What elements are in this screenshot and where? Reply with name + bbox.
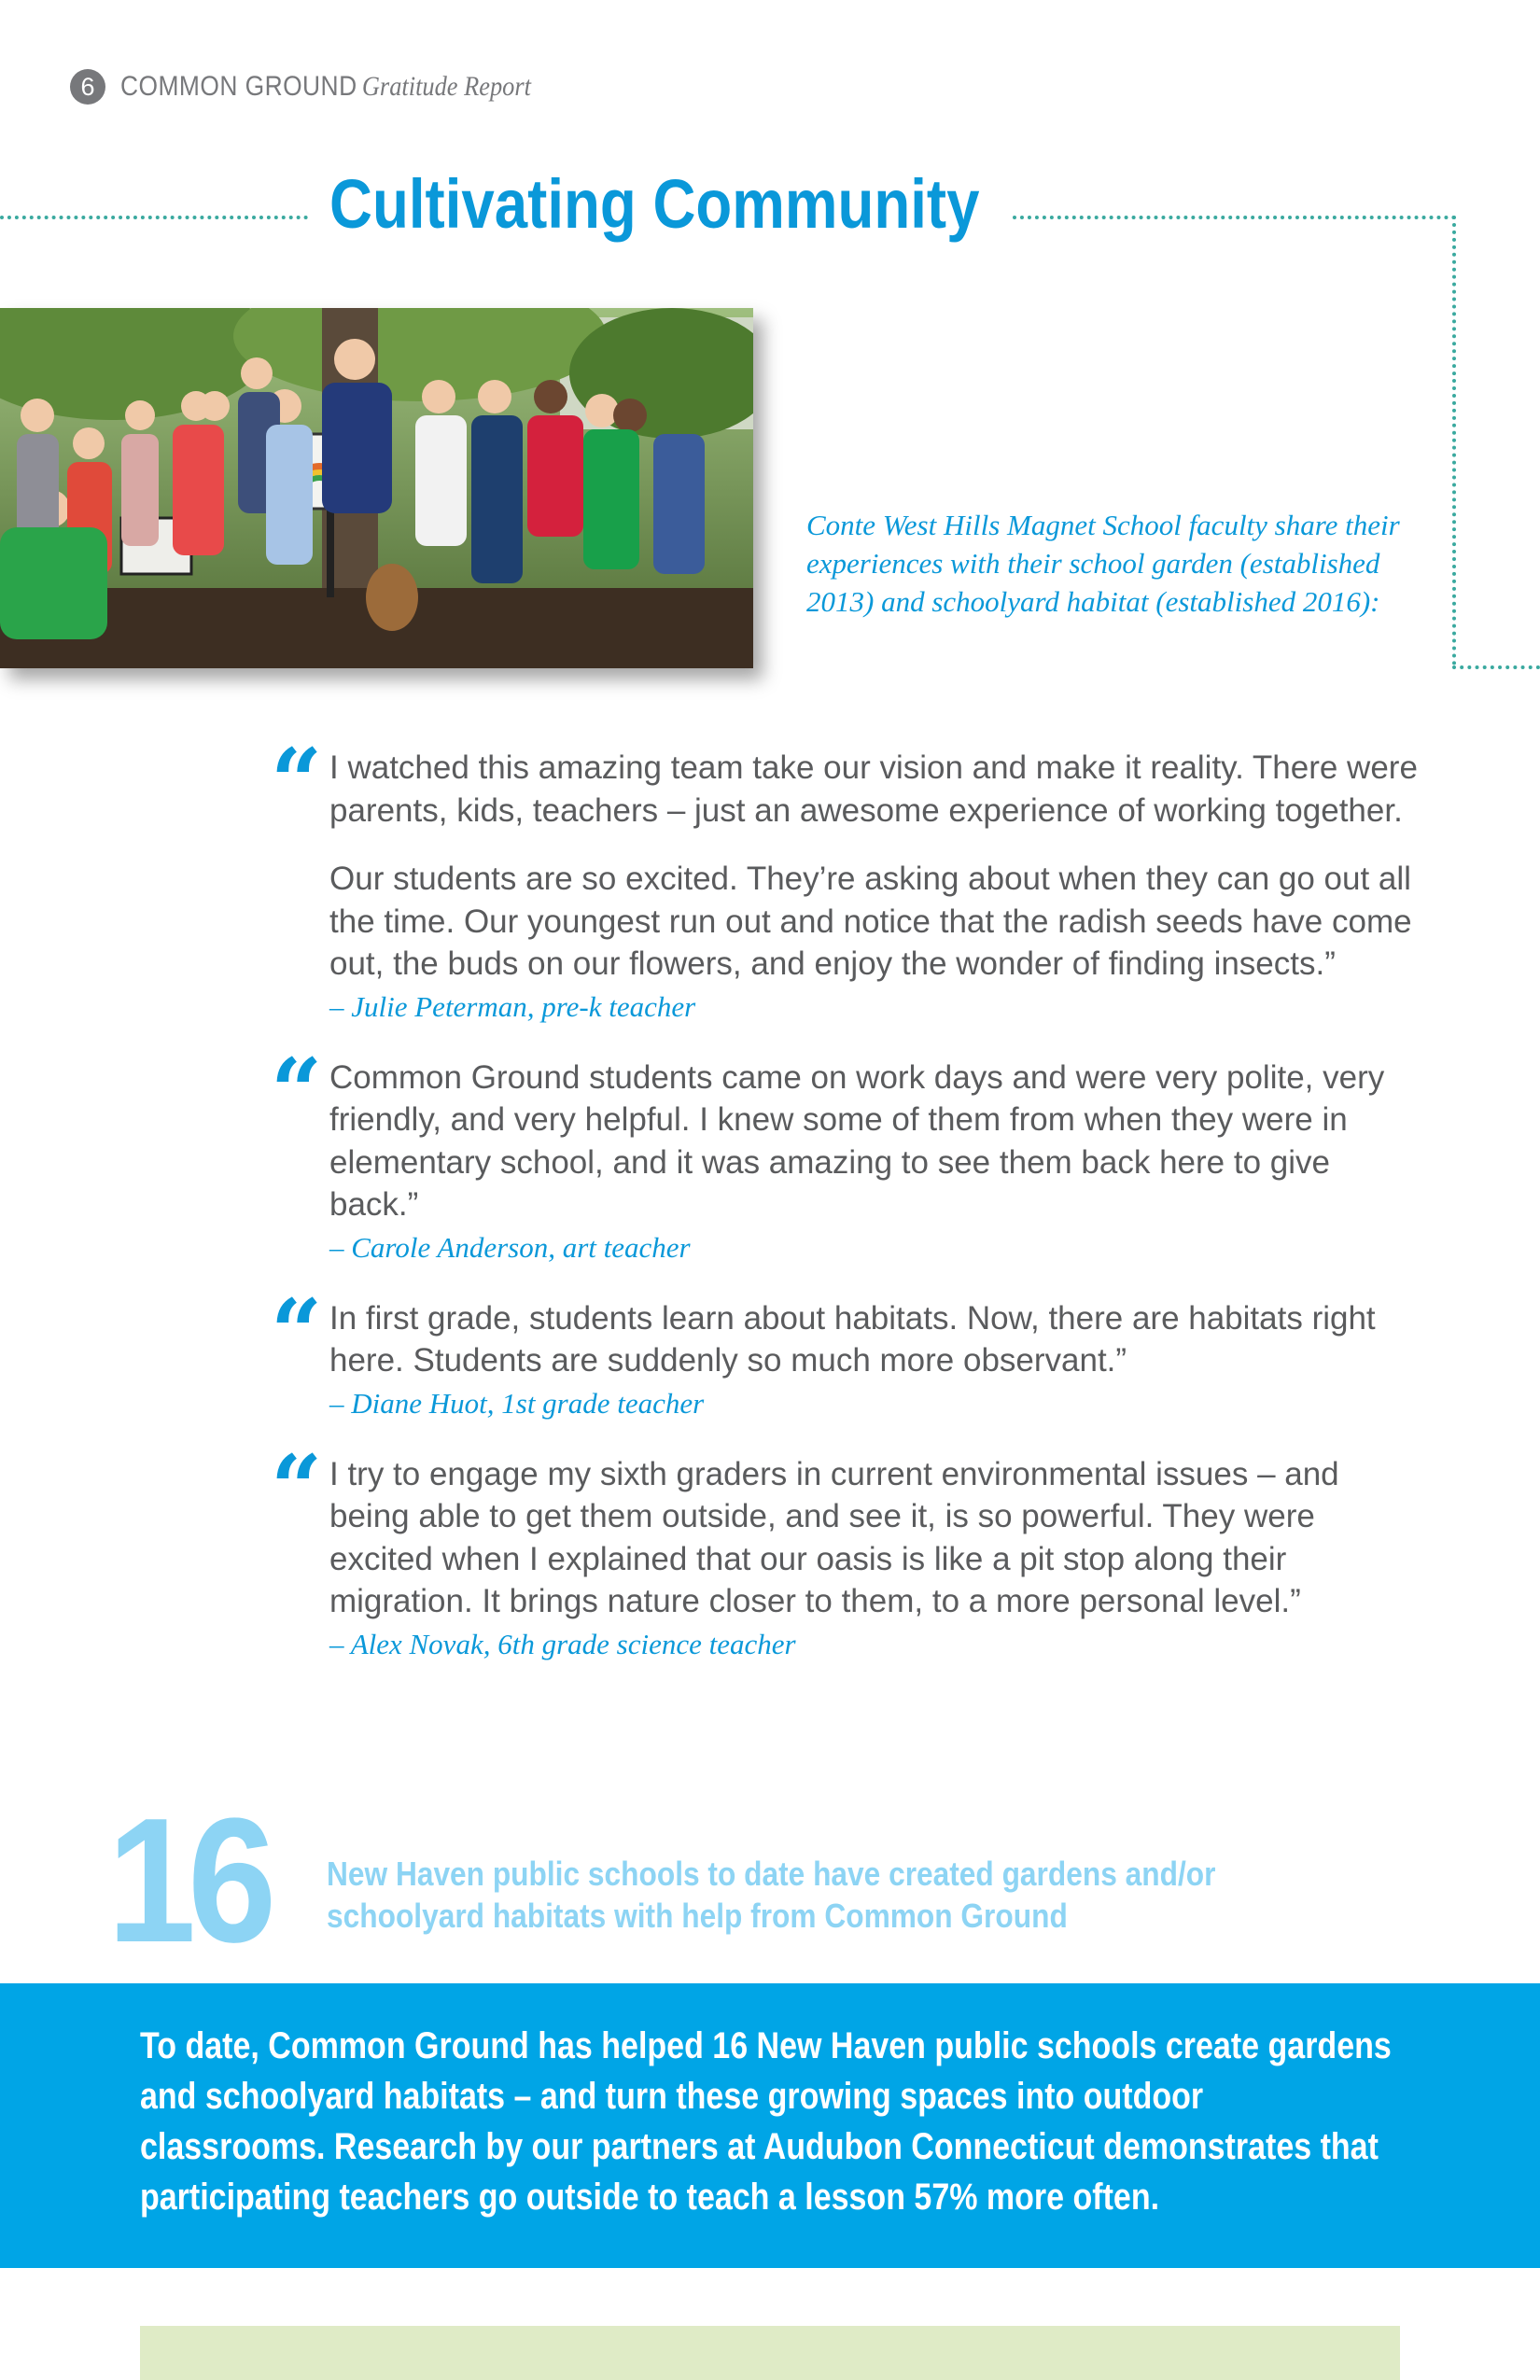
quote-mark-icon: “ xyxy=(271,1038,323,1144)
quote-paragraph: Our students are so excited. They’re asking about when they can go out all the time. Our youngest run out and notice that the radish seeds have come out, the buds on our flowers, and enjoy the wonder of finding insects.” xyxy=(329,861,1412,982)
quote-paragraph: I try to engage my sixth graders in current environmental issues – and being able to get them outside, and see it, is so powerful. They were excited when I explained that our oasis is like a pit stop along their migration. It brings nature closer to them, to a more personal level.” xyxy=(329,1455,1339,1619)
testimonial-novak xyxy=(271,1435,1419,1664)
quote-mark-icon: “ xyxy=(271,729,323,834)
group-photo xyxy=(0,308,753,668)
page-number-badge: 6 xyxy=(70,69,105,105)
quote-attribution: – Julie Peterman, pre-k teacher xyxy=(329,989,696,1023)
page-title: Cultivating Community xyxy=(329,165,980,243)
dotted-rule-bottom xyxy=(1452,665,1540,669)
quote-paragraph: Common Ground students came on work days and were very polite, very friendly, and very helpful. I knew some of them from when they were in elementary school, and it was amazing to see them back here to give back.” xyxy=(329,1058,1385,1223)
testimonial-anderson xyxy=(271,1038,1419,1267)
report-subtitle: Gratitude Report xyxy=(361,71,531,102)
dotted-rule-vertical xyxy=(1452,216,1456,665)
stat-description: New Haven public schools to date have created gardens and/or schoolyard habitats with help from Common Ground xyxy=(327,1855,1216,1935)
dotted-rule-right xyxy=(1013,216,1456,219)
page-header xyxy=(70,67,587,106)
quote-paragraph: In first grade, students learn about habitats. Now, there are habitats right here. Students are suddenly so much more observant.” xyxy=(329,1299,1376,1379)
summary-text: To date, Common Ground has helped 16 New Haven public schools create gardens and schoolyard habitats – and turn these growing spaces into outdoor classrooms. Research by our partners at Audubon Connecticut demonstrates that participating teachers go outside to teach a lesson 57% more often. xyxy=(140,2025,1392,2218)
brand-name: COMMON GROUND xyxy=(120,71,357,102)
quote-attribution: – Alex Novak, 6th grade science teacher xyxy=(329,1627,796,1660)
quote-attribution: – Carole Anderson, art teacher xyxy=(329,1230,691,1264)
footer-panel xyxy=(140,2326,1400,2380)
summary-banner xyxy=(0,1983,1540,2268)
stat-number: 16 xyxy=(107,1782,269,1980)
dotted-rule-left xyxy=(0,216,308,219)
report-brand xyxy=(120,71,531,103)
photo-caption: Conte West Hills Magnet School faculty share their experiences with their school garden (established 2013) and schoolyard habitat (established 2016): xyxy=(806,509,1400,618)
testimonial-huot xyxy=(271,1279,1419,1423)
testimonials xyxy=(271,729,1419,1694)
group-photo-illustration xyxy=(0,308,753,668)
quote-attribution: – Diane Huot, 1st grade teacher xyxy=(329,1386,705,1420)
quote-paragraph: I watched this amazing team take our vision and make it reality. There were parents, kids, teachers – just an awesome experience of working together. xyxy=(329,749,1418,829)
testimonial-peterman xyxy=(271,729,1419,1027)
quote-mark-icon: “ xyxy=(271,1279,323,1385)
quote-mark-icon: “ xyxy=(271,1435,323,1541)
